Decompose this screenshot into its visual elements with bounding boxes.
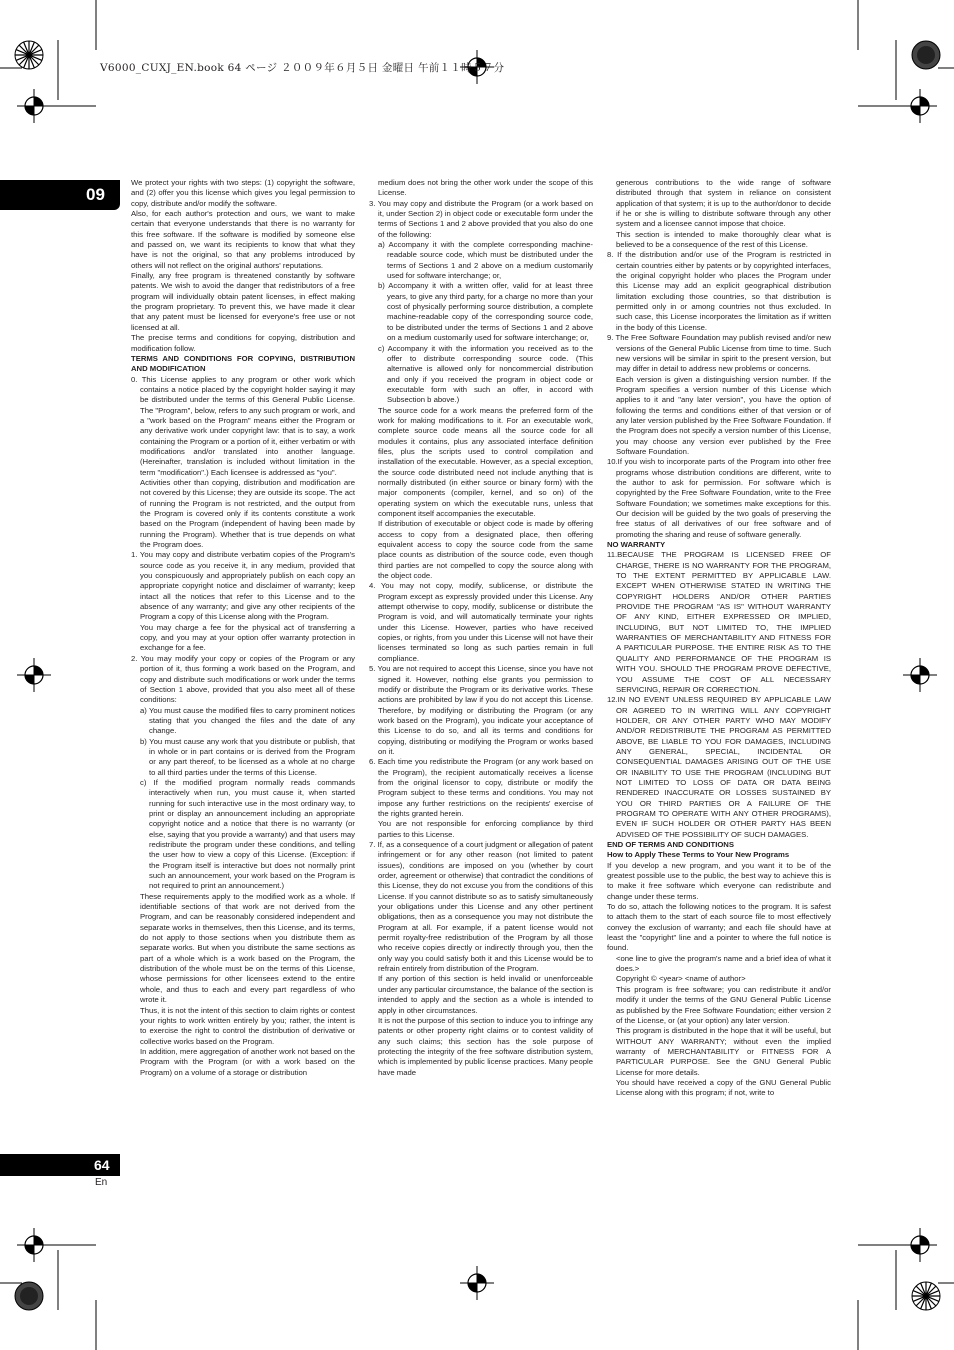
solid-mark-top-right <box>911 40 941 70</box>
paragraph: These requirements apply to the modified work as a whole. If identifiable sections of that work are not derived from the Program, and can be reasonably considered independent and separate works in themselves, then this License, and its terms, do not apply to those sections when you distribute them as separate works. But when you distribute the same sections as part of a whole which is a work based on the Program, the distribution of the whole must be on the terms of this License, whose permissions for other licensees extend to the entire whole, and thus to each and every part regardless of who wrote it. <box>140 891 355 1005</box>
paragraph: 7. If, as a consequence of a court judgment or allegation of patent infringement or for any other reason (not limited to patent issues), conditions are imposed on you (whether by court order, agreement or otherwise) that contradict the conditions of this License, they do not excuse you from the conditions of this License. If you cannot distribute so as to satisfy simultaneously your obligations under this License and any other pertinent obligations, then as a consequence you may not distribute the Program at all. For example, if a patent license would not permit royalty-free redistribution of the Program by all those who receive copies directly or indirectly through you, then the only way you could satisfy both it and this License would be to refrain entirely from distribution of the Program. <box>369 840 593 974</box>
paragraph: You are not responsible for enforcing compliance by third parties to this License. <box>378 819 593 839</box>
paragraph: This section is intended to make thoroughly clear what is believed to be a consequence of the rest of this License. <box>616 229 831 250</box>
section-heading: END OF TERMS AND CONDITIONS <box>607 840 734 849</box>
registration-mark-top-right <box>903 89 937 123</box>
registration-mark-middle-left <box>17 658 51 692</box>
paragraph: The source code for a work means the preferred form of the work for making modifications to it. For an executable work, complete source code means all the source code for all modules it contains, plus any associated interface definition files, plus the scripts used to control compilation and installation of the executable. However, as a special exception, the source code distributed need not include anything that is normally distributed (in either source or binary form) with the major components (compiler, kernel, and so on) of the operating system on which the executable runs, unless that component itself accompanies the executable. <box>378 405 593 518</box>
paragraph: Finally, any free program is threatened constantly by software patents. We wish to avoid the danger that redistributors of a free program will individually obtain patent licenses, in effect making the program proprietary. To prevent this, we have made it clear that any patent must be licensed for everyone's free use or not licensed at all. <box>131 271 355 332</box>
paragraph: Thus, it is not the intent of this section to claim rights or contest your rights to work written entirely by you; rather, the intent is to exercise the right to control the distribution of derivative or collective works based on the Program. <box>140 1005 355 1046</box>
solid-mark-bottom-left <box>14 1281 44 1311</box>
paragraph: You should have received a copy of the GNU General Public License along with this program; if not, write to <box>616 1077 831 1098</box>
paragraph: Activities other than copying, distribution and modification are not covered by this License; they are outside its scope. The act of running the Program is not restricted, and the output from the Program is covered only if its contents constitute a work based on the Program (independent of having been made by running the Program). Whether that is true depends on what the Program does. <box>140 477 355 550</box>
page-number-tab <box>0 1154 120 1176</box>
paragraph: 5. You are not required to accept this License, since you have not signed it. However, nothing else grants you permission to modify or distribute the Program or its derivative works. These actions are prohibited by law if you do not accept this License. Therefore, by modifying or distributing the Program (or any work based on the Program), you indicate your acceptance of this License to do so, and all its terms and conditions for copying, distributing or modifying the Program or works based on it. <box>369 664 593 756</box>
paragraph: Copyright © <year> <name of author> <box>616 974 746 984</box>
chapter-tab <box>0 180 120 210</box>
chapter-number: 09 <box>86 185 105 204</box>
paragraph: To do so, attach the following notices to the program. It is safest to attach them to the start of each source file to most effectively convey the exclusion of warranty; and each file should have at least the "copyright" line and a pointer to where the full notice is found. <box>607 902 831 953</box>
paragraph: b) Accompany it with a written offer, valid for at least three years, to give any third party, for a charge no more than your cost of physically performing source distribution, a complete machine-readable copy of the corresponding source code, to be distributed under the terms of Sections 1 and 2 above on a medium customarily used for software interchange; or, <box>378 281 593 343</box>
paragraph: 4. You may not copy, modify, sublicense, or distribute the Program except as expressly provided under this License. Any attempt otherwise to copy, modify, sublicense or distribute the Program is void, and will automatically terminate your rights under this License. However, parties who have received copies, or rights, from you under this License will not have their licenses terminated so long as such parties remain in full compliance. <box>369 581 593 663</box>
starburst-mark-top-left <box>14 40 44 70</box>
paragraph: In addition, mere aggregation of another work not based on the Program with the Program (or with a work based on the Program) on a volume of a storage or distribution <box>140 1046 355 1077</box>
paragraph: The precise terms and conditions for copying, distribution and modification follow. <box>131 333 355 353</box>
paragraph: c) If the modified program normally reads commands interactively when run, you must cause it, when started running for such interactive use in the most ordinary way, to print or display an announcement including an appropriate copyright notice and a notice that there is no warranty (or else, saying that you provide a warranty) and that users may redistribute the program under these conditions, and telling the user how to view a copy of this License. (Exception: if the Program itself is interactive but does not normally print such an announcement, your work based on the Program is not required to print an announcement.) <box>140 777 355 891</box>
paragraph: medium does not bring the other work under the scope of this License. <box>378 178 593 198</box>
text-column-3 <box>607 178 831 1182</box>
paragraph: If distribution of executable or object code is made by offering access to copy from a designated place, then offering equivalent access to copy the source code from the same place counts as distribution of the source code, even though third parties are not compelled to copy the source along with the object code. <box>378 519 593 581</box>
starburst-mark-bottom-right <box>911 1281 941 1311</box>
paragraph: 3. You may copy and distribute the Program (or a work based on it, under Section 2) in object code or executable form under the terms of Sections 1 and 2 above provided that you also do one of the following: <box>369 198 593 239</box>
paragraph: 11.BECAUSE THE PROGRAM IS LICENSED FREE OF CHARGE, THERE IS NO WARRANTY FOR THE PROGRAM, TO THE EXTENT PERMITTED BY APPLICABLE LAW. EXCEPT WHEN OTHERWISE STATED IN WRITING THE COPYRIGHT HOLDERS AND/OR OTHER PARTIES PROVIDE THE PROGRAM "AS IS" WITHOUT WARRANTY OF ANY KIND, EITHER EXPRESSED OR IMPLIED, INCLUDING, BUT NOT LIMITED TO, THE IMPLIED WARRANTIES OF MERCHANTABILITY AND FITNESS FOR A PARTICULAR PURPOSE. THE ENTIRE RISK AS TO THE QUALITY AND PERFORMANCE OF THE PROGRAM IS WITH YOU. SHOULD THE PROGRAM PROVE DEFECTIVE, YOU ASSUME THE COST OF ALL NECESSARY SERVICING, REPAIR OR CORRECTION. <box>607 550 831 694</box>
paragraph: 0. This License applies to any program or other work which contains a notice placed by the copyright holder saying it may be distributed under the terms of this General Public License. The "Program", below, refers to any such program or work, and a "work based on the Program" means either the Program or any derivative work under copyright law: that is to say, a work containing the Program or a portion of it, either verbatim or with modifications and/or translated into another language. (Hereinafter, translation is included without limitation in the term "modification".) Each licensee is addressed as "you". <box>131 374 355 477</box>
section-heading: TERMS AND CONDITIONS FOR COPYING, DISTRIBUTION AND MODIFICATION <box>131 353 355 374</box>
paragraph: 6. Each time you redistribute the Program (or any work based on the Program), the recipient automatically receives a license from the original licensor to copy, distribute or modify the Program subject to these terms and conditions. You may not impose any further restrictions on the recipients' exercise of the rights granted herein. <box>369 757 593 818</box>
paragraph: a) Accompany it with the complete corresponding machine-readable source code, which must be distributed under the terms of Sections 1 and 2 above on a medium customarily used for software interchange; or, <box>378 240 593 281</box>
paragraph: generous contributions to the wide range of software distributed through that system in reliance on consistent application of that system; it is up to the author/donor to decide if he or she is willing to distribute software through any other system and a licensee cannot impose that choice. <box>616 178 831 229</box>
paragraph: Each version is given a distinguishing version number. If the Program specifies a version number of this License which applies to it and "any later version", you have the option of following the terms and conditions either of that version or of any later version published by the Free Software Foundation. If the Program does not specify a version number of this License, you may choose any version ever published by the Free Software Foundation. <box>616 374 831 456</box>
page-language: En <box>95 1177 108 1188</box>
paragraph: You may charge a fee for the physical act of transferring a copy, and you may at your option offer warranty protection in exchange for a fee. <box>140 622 355 653</box>
registration-mark-bottom-right <box>903 1228 937 1262</box>
text-column-2 <box>369 178 593 1182</box>
registration-mark-middle-right <box>903 658 937 692</box>
paragraph: This program is free software; you can redistribute it and/or modify it under the terms of the GNU General Public License as published by the Free Software Foundation; either version 2 of the License, or (at your option) any later version. <box>616 984 831 1025</box>
paragraph: <one line to give the program's name and a brief idea of what it does.> <box>616 953 831 974</box>
registration-mark-bottom-left <box>17 1228 51 1262</box>
paragraph: 12.IN NO EVENT UNLESS REQUIRED BY APPLICABLE LAW OR AGREED TO IN WRITING WILL ANY COPYRIGHT HOLDER, OR ANY OTHER PARTY WHO MAY MODIFY AND/OR REDISTRIBUTE THE PROGRAM AS PERMITTED ABOVE, BE LIABLE TO YOU FOR DAMAGES, INCLUDING ANY GENERAL, SPECIAL, INCIDENTAL OR CONSEQUENTIAL DAMAGES ARISING OUT OF THE USE OR INABILITY TO USE THE PROGRAM (INCLUDING BUT NOT LIMITED TO LOSS OF DATA OR DATA BEING RENDERED INACCURATE OR LOSSES SUSTAINED BY YOU OR THIRD PARTIES OR A FAILURE OF THE PROGRAM TO OPERATE WITH ANY OTHER PROGRAMS), EVEN IF SUCH HOLDER OR OTHER PARTY HAS BEEN ADVISED OF THE POSSIBILITY OF SUCH DAMAGES. <box>607 695 831 839</box>
paragraph: 8. If the distribution and/or use of the Program is restricted in certain countries either by patents or by copyrighted interfaces, the original copyright holder who places the Program under this License may add an explicit geographical distribution limitation excluding those countries, so that distribution is permitted only in or among countries not thus excluded. In such case, this License incorporates the limitation as if written in the body of this License. <box>607 250 831 332</box>
section-heading: How to Apply These Terms to Your New Programs <box>607 850 790 860</box>
paragraph: It is not the purpose of this section to induce you to infringe any patents or other property right claims or to contest validity of any such claims; this section has the sole purpose of protecting the integrity of the free software distribution system, which is implemented by public license practices. Many people have made <box>378 1015 593 1077</box>
registration-mark-bottom-center <box>460 1266 494 1300</box>
section-heading: NO WARRANTY <box>607 540 666 550</box>
paragraph: This program is distributed in the hope that it will be useful, but WITHOUT ANY WARRANTY; without even the implied warranty of MERCHANTABILITY or FITNESS FOR A PARTICULAR PURPOSE. See the GNU General Public License for more details. <box>616 1026 831 1077</box>
paragraph: 2. You may modify your copy or copies of the Program or any portion of it, thus forming a work based on the Program, and copy and distribute such modifications or work under the terms of Section 1 above, provided that you also meet all of these conditions: <box>131 653 355 705</box>
paragraph: We protect your rights with two steps: (1) copyright the software, and (2) offer you this license which gives you legal permission to copy, distribute and/or modify the software. <box>131 178 355 208</box>
paragraph: If you develop a new program, and you want it to be of the greatest possible use to the public, the best way to achieve this is to make it free software which everyone can redistribute and change under these terms. <box>607 860 831 901</box>
paragraph: 9. The Free Software Foundation may publish revised and/or new versions of the General Public License from time to time. Such new versions will be similar in spirit to the present version, but may differ in detail to address new problems or concerns. <box>607 333 831 374</box>
registration-mark-top-left <box>17 89 51 123</box>
paragraph: 10.If you wish to incorporate parts of the Program into other free programs whose distribution conditions are different, write to the author to ask for permission. For software which is copyrighted by the Free Software Foundation, write to the Free Software Foundation; we sometimes make exceptions for this. Our decision will be guided by the two goals of preserving the free status of all derivatives of our free software and of promoting the sharing and reuse of software generally. <box>607 457 831 539</box>
paragraph: Also, for each author's protection and ours, we want to make certain that everyone understands that there is no warranty for this free software. If the software is modified by someone else and passed on, we want its recipients to know that what they have is not the original, so that any problems introduced by others will not reflect on the original authors' reputations. <box>131 209 355 270</box>
page-number: 64 <box>94 1157 110 1173</box>
file-header: V6000_CUXJ_EN.book 64 ページ ２００９年６月５日 金曜日 午前１１時５７分 <box>100 62 505 74</box>
paragraph: b) You must cause any work that you distribute or publish, that in whole or in part contains or is derived from the Program or any part thereof, to be licensed as a whole at no charge to all third parties under the terms of this License. <box>140 736 355 777</box>
text-column-1 <box>131 178 355 1182</box>
paragraph: a) You must cause the modified files to carry prominent notices stating that you changed the files and the date of any change. <box>140 705 355 736</box>
paragraph: c) Accompany it with the information you received as to the offer to distribute corresponding source code. (This alternative is allowed only for noncommercial distribution and only if you received the program in object code or executable form with such an offer, in accord with Subsection b above.) <box>378 343 593 405</box>
paragraph: 1. You may copy and distribute verbatim copies of the Program's source code as you receive it, in any medium, provided that you conspicuously and appropriately publish on each copy an appropriate copyright notice and disclaimer of warranty; keep intact all the notices that refer to this License and to the absence of any warranty; and give any other recipients of the Program a copy of this License along with the Program. <box>131 550 355 622</box>
paragraph: If any portion of this section is held invalid or unenforceable under any particular circumstance, the balance of the section is intended to apply and the section as a whole is intended to apply in other circumstances. <box>378 974 593 1015</box>
